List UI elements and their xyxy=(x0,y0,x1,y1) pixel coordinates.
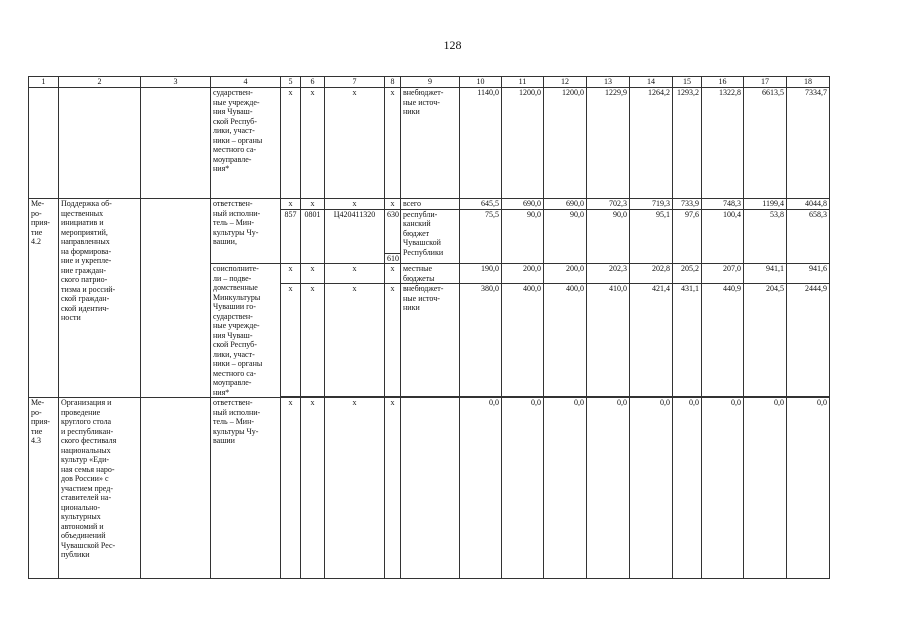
value-cell: 90,0 xyxy=(544,209,587,264)
table-row: соисполните- ли – подве- домственные Минкультуры Чувашии го- сударствен- ные учрежде- ния Чуваш- ской Респуб- лики, участ- ники – органы местного са- моуправле- ния* х х х х местные бюджеты 190,0 200,0 200,0 202,3 202,8 205,2 207,0 941,1 941,6 xyxy=(29,264,870,284)
budget-table xyxy=(28,76,869,579)
value-cell: 941,1 xyxy=(744,264,787,284)
value-cell: 733,9 xyxy=(673,199,702,210)
value-cell: 100,4 xyxy=(702,209,744,264)
value-cell: 1140,0 xyxy=(460,88,502,199)
value-cell: 400,0 xyxy=(502,284,544,397)
value-cell: 941,6 xyxy=(787,264,830,284)
value-cell: 1200,0 xyxy=(544,88,587,199)
value-cell: 53,8 xyxy=(744,209,787,264)
measure-label: Ме- ро- прия- тие 4.2 xyxy=(29,199,59,398)
value-cell: 421,4 xyxy=(630,284,673,397)
value-cell: 1199,4 xyxy=(744,199,787,210)
value-cell: 0,0 xyxy=(630,398,673,579)
measure-label: Ме- ро- прия- тие 4.3 xyxy=(29,398,59,579)
source-cell: внебюджет- ные источ- ники xyxy=(401,284,460,397)
value-cell: 380,0 xyxy=(460,284,502,397)
value-cell: 1322,8 xyxy=(702,88,744,199)
value-cell: 0,0 xyxy=(673,398,702,579)
col-header: 12 xyxy=(544,77,587,88)
value-cell: 0,0 xyxy=(502,398,544,579)
value-cell: 690,0 xyxy=(502,199,544,210)
value-cell: 748,3 xyxy=(702,199,744,210)
value-cell: 90,0 xyxy=(587,209,630,264)
source-cell: республи- канский бюджет Чувашской Республики xyxy=(401,209,460,264)
source-cell xyxy=(401,398,460,579)
value-cell: 202,3 xyxy=(587,264,630,284)
value-cell: 4044,8 xyxy=(787,199,830,210)
value-cell: 431,1 xyxy=(673,284,702,397)
value-cell: 1229,9 xyxy=(587,88,630,199)
value-cell: 0,0 xyxy=(460,398,502,579)
col-header: 14 xyxy=(630,77,673,88)
value-cell: 690,0 xyxy=(544,199,587,210)
value-cell: 702,3 xyxy=(587,199,630,210)
value-cell: 645,5 xyxy=(460,199,502,210)
value-cell: 0,0 xyxy=(744,398,787,579)
executor-cell: ответствен- ный исполни- тель – Мин- культуры Чу- вашии xyxy=(211,398,281,579)
value-cell: 190,0 xyxy=(460,264,502,284)
col-header: 11 xyxy=(502,77,544,88)
value-cell: 0,0 xyxy=(787,398,830,579)
executor-cell: соисполните- ли – подве- домственные Минкультуры Чувашии го- сударствен- ные учрежде- ния Чуваш- ской Респуб- лики, участ- ники – органы местного са- моуправле- ния* xyxy=(211,264,281,398)
header-row xyxy=(29,77,870,88)
col-header: 17 xyxy=(744,77,787,88)
page-number: 128 xyxy=(443,38,462,52)
col-header: 9 xyxy=(401,77,460,88)
col-header: 1 xyxy=(29,77,59,88)
value-cell: 1200,0 xyxy=(502,88,544,199)
col-header: 10 xyxy=(460,77,502,88)
col-header: 4 xyxy=(211,77,281,88)
col-header: 6 xyxy=(301,77,325,88)
table-row: 857 0801 Ц420411320 630 республи- канский бюджет Чувашской Республики 75,5 90,0 90,0 90,0 95,1 97,6 100,4 53,8 658,3 xyxy=(29,209,870,253)
col-header: 8 xyxy=(385,77,401,88)
value-cell: 200,0 xyxy=(544,264,587,284)
source-cell: всего xyxy=(401,199,460,210)
value-cell: 400,0 xyxy=(544,284,587,397)
source-cell: внебюджет- ные источ- ники xyxy=(401,88,460,199)
value-cell: 7334,7 xyxy=(787,88,830,199)
value-cell: 410,0 xyxy=(587,284,630,397)
value-cell: 205,2 xyxy=(673,264,702,284)
value-cell: 97,6 xyxy=(673,209,702,264)
col-header: 5 xyxy=(281,77,301,88)
executor-cell: сударствен- ные учрежде- ния Чуваш- ской Респуб- лики, участ- ники – органы местного са- моуправле- ния* xyxy=(211,88,281,199)
value-cell: 204,5 xyxy=(744,284,787,397)
value-cell: 75,5 xyxy=(460,209,502,264)
table-row: 610 xyxy=(29,253,870,264)
col-header: 16 xyxy=(702,77,744,88)
value-cell: 658,3 xyxy=(787,209,830,264)
col-header: 13 xyxy=(587,77,630,88)
table-row: х х х х внебюджет- ные источ- ники 380,0 400,0 400,0 410,0 421,4 431,1 440,9 204,5 2444,9 xyxy=(29,284,870,397)
value-cell: 0,0 xyxy=(587,398,630,579)
value-cell: 95,1 xyxy=(630,209,673,264)
value-cell: 200,0 xyxy=(502,264,544,284)
value-cell: 90,0 xyxy=(502,209,544,264)
value-cell: 440,9 xyxy=(702,284,744,397)
value-cell: 207,0 xyxy=(702,264,744,284)
col-header: 18 xyxy=(787,77,830,88)
value-cell: 1264,2 xyxy=(630,88,673,199)
col-header: 3 xyxy=(141,77,211,88)
source-cell: местные бюджеты xyxy=(401,264,460,284)
value-cell: 202,8 xyxy=(630,264,673,284)
table-row: сударствен- ные учрежде- ния Чуваш- ской Респуб- лики, участ- ники – органы местного са- моуправле- ния* х х х х внебюджет- ные источ- ники 1140,0 1200,0 1200,0 1229,9 1264,2 1293,2 1322,8 6613,5 7334,7 xyxy=(29,88,870,199)
value-cell: 719,3 xyxy=(630,199,673,210)
value-cell: 6613,5 xyxy=(744,88,787,199)
table-row: Ме- ро- прия- тие 4.2 Поддержка об- щественных инициатив и мероприятий, направленных на формирова- ние и укрепле- ние граждан- ского патрио- тизма и россий- ской граждан- ской идентич- ности ответствен- ный исполни- тель – Мин- культуры Чу- вашии, х х х х всего 645,5 690,0 690,0 702,3 719,3 733,9 748,3 1199,4 4044,8 xyxy=(29,199,870,210)
col-header: 7 xyxy=(325,77,385,88)
col-header: 15 xyxy=(673,77,702,88)
value-cell: 1293,2 xyxy=(673,88,702,199)
table-row: Ме- ро- прия- тие 4.3 Организация и проведение круглого стола и республикан- ского фестиваля национальных культур «Еди- ная семья наро- дов России» с участием пред- ставителей на- ционально- культурных автономий и объединений Чувашской Рес- публики ответствен- ный исполни- тель – Мин- культуры Чу- вашии х х х х 0,0 0,0 0,0 0,0 0,0 0,0 0,0 0,0 0,0 xyxy=(29,398,870,579)
value-cell: 0,0 xyxy=(702,398,744,579)
measure-title: Поддержка об- щественных инициатив и мероприятий, направленных на формирова- ние и укрепле- ние граждан- ского патрио- тизма и россий- ской граждан- ской идентич- ности xyxy=(59,199,141,398)
value-cell: 0,0 xyxy=(544,398,587,579)
executor-cell: ответствен- ный исполни- тель – Мин- культуры Чу- вашии, xyxy=(211,199,281,264)
value-cell: 2444,9 xyxy=(787,284,830,397)
measure-title: Организация и проведение круглого стола и республикан- ского фестиваля национальных культур «Еди- ная семья наро- дов России» с участием пред- ставителей на- ционально- культурных автономий и объединений Чувашской Рес- публики xyxy=(59,398,141,579)
col-header: 2 xyxy=(59,77,141,88)
